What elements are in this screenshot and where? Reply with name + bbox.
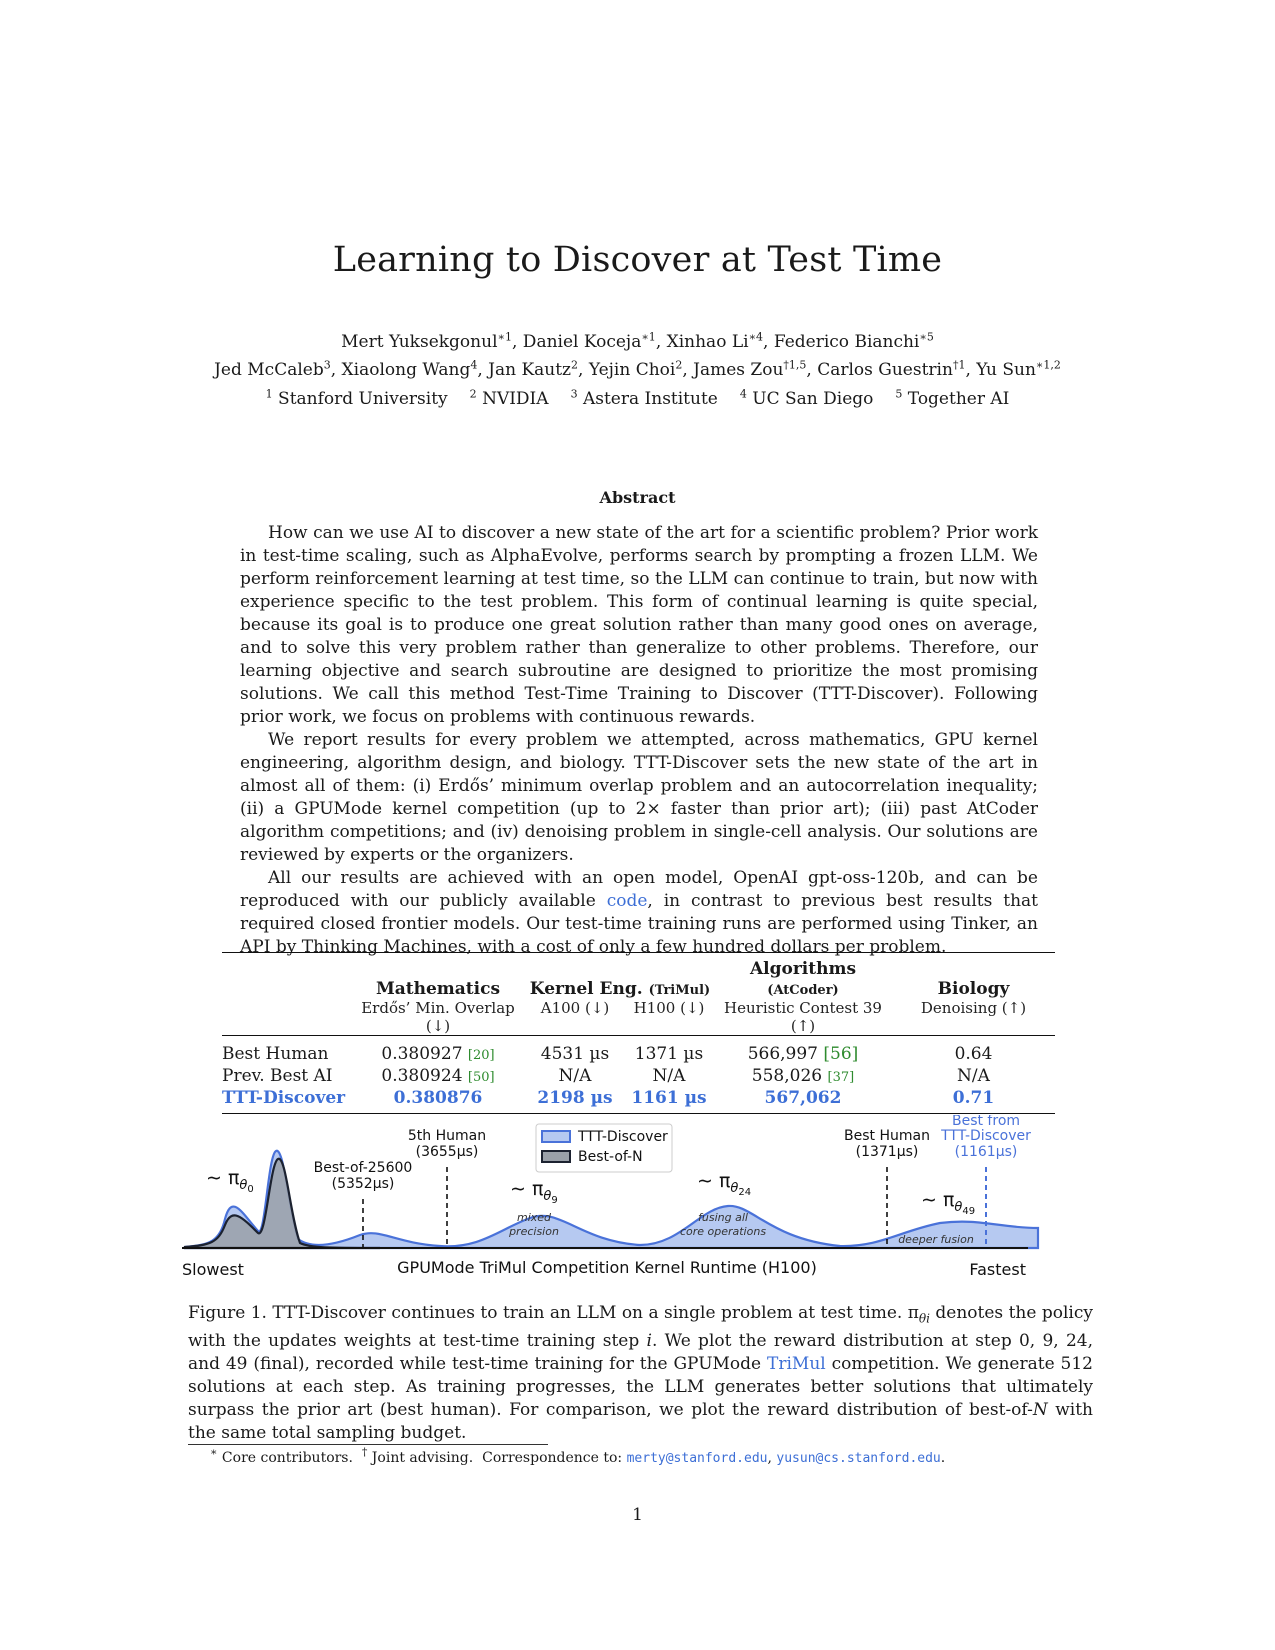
legend-label: Best-of-N [578,1149,643,1165]
policy-label [206,1167,254,1195]
x-axis-label: GPUMode TriMul Competition Kernel Runtime (H100) [397,1258,817,1277]
abstract-paragraph: We report results for every problem we attempted, across mathematics, GPU kernel engineering, algorithm design, and biology. TTT-Discover sets the new state of the art in almost all of them: (i) Erdős’ minimum overlap problem and an autocorrelation inequality; (ii) a GPUMode kernel competition (up to 2× faster than prior art); (iii) past AtCoder algorithm competitions; and (iv) denoising problem in single-cell analysis. Our solutions are reviewed by experts or the organizers. [240,730,1038,865]
table-row: Best Human 0.380927 [20] 4531 µs 1371 µs 566,997 [56] 0.64 [222,1044,993,1064]
citation[interactable]: [50] [467,1070,495,1085]
author: Jed McCaleb$^3$ [214,358,331,380]
table-subheader [222,999,1055,1036]
policy-label [510,1178,558,1206]
group-header: Mathematics [350,953,526,1000]
marker-label: (1371µs) [855,1144,919,1160]
subheader: A100 (↓) [526,999,624,1036]
abstract-body [240,522,1038,959]
affiliation: $^4$ UC San Diego [739,387,874,409]
table-group-header [222,953,1055,1000]
marker-label: Best from [951,1115,1021,1129]
axis-end-right: Fastest [969,1260,1026,1279]
table-row: TTT-Discover 0.380876 2198 µs 1161 µs 567,062 0.71 [222,1087,1055,1114]
author-line-1 [0,332,1275,352]
svg-text:∼ πθ49: ∼ $\pi_\theta 49$ [921,1189,976,1217]
author-line-2 [0,360,1275,380]
page-number: 1 [632,1505,643,1525]
group-header: Biology [892,953,1055,1000]
footnote-rule [188,1444,548,1445]
affiliation: $^3$ Astera Institute [570,387,718,409]
marker-label: (1161µs) [954,1144,1018,1160]
svg-text:∼ πθ24: ∼ $\pi_\theta 24$ [697,1170,752,1198]
author: , Jan Kautz$^2$ [477,358,579,380]
table-row: Prev. Best AI 0.380924 [50] N/A N/A 558,026 [37] N/A [222,1066,990,1086]
author: , Xiaolong Wang$^4$ [330,358,478,380]
group-header: Kernel Eng. (TriMul) [526,953,714,1000]
svg-text:∼ πθ0: ∼ $\pi_\theta 0$ [206,1167,254,1195]
legend [536,1124,672,1172]
subheader: Heuristic Contest 39 (↑) [714,999,892,1036]
marker-label: (3655µs) [415,1144,479,1160]
legend-label: TTT-Discover [578,1129,668,1145]
affiliation: $^5$ Together AI [895,387,1010,409]
subheader: H100 (↓) [624,999,714,1036]
author: , Yu Sun$^{∗1,2}$ [965,358,1061,380]
bump-note: mixed [516,1211,552,1224]
abstract-paragraph: How can we use AI to discover a new state of the art for a scientific problem? Prior work in test-time scaling, such as AlphaEvolve, performs search by prompting a frozen LLM. We perform reinforcement learning at test time, so the LLM can continue to train, but now with experience specific to the test problem. This form of continual learning is quite special, because its goal is to produce one great solution rather than many good ones on average, and to solve this very problem rather than generalize to other problems. Therefore, our learning objective and search subroutine are designed to prioritize the most promising solutions. We call this method Test-Time Training to Discover (TTT-Discover). Following prior work, we focus on problems with continuous rewards. [240,523,1038,727]
figure-caption: Figure 1. TTT-Discover continues to train an LLM on a single problem at test time. $\pi_{\theta i}$ denotes the policy with the updates weights at test-time training step i. We plot the reward distribution at step 0, 9, 24, and 49 (final), recorded while test-time training for the GPUMode TriMul competition. We generate 512 solutions at each step. As training progresses, the LLM generates better solutions that ultimately surpass the prior art (best human). For comparison, we plot the reward distribution of best-of-N with the same total sampling budget. [188,1303,1093,1444]
code-link[interactable]: code [606,891,648,911]
results-table [222,952,1055,1114]
axis-end-left: Slowest [182,1260,244,1279]
author: , Federico Bianchi$^{∗5}$ [763,330,934,352]
policy-label [921,1189,975,1217]
marker-label: 5th Human [407,1128,487,1144]
marker-label: (5352µs) [331,1176,395,1192]
author: , Carlos Guestrin$^{\dagger 1}$ [806,358,966,380]
author: , Xinhao $Li^{∗4}$ [655,330,764,352]
abstract-paragraph: All our results are achieved with an open model, OpenAI gpt-oss-120b, and can be reproduced with our publicly available code, in contrast to previous best results that required closed frontier models. Our test-time training runs are performed using Tinker, an API by Thinking Machines, with a cost of only a few hundred dollars per problem. [240,868,1038,957]
author: , James Zou$^{\dagger 1,5}$ [682,358,807,380]
affiliation: $^2$ NVIDIA [469,387,549,409]
runtime-distribution-figure [180,1115,1100,1285]
marker-label: TTT-Discover [941,1128,1031,1144]
svg-text:∼ πθ9: ∼ $\pi_\theta 9$ [510,1178,558,1206]
author: , Daniel Koceja$^{∗1}$ [512,330,656,352]
bump-note: core operations [679,1225,767,1238]
paper-title: Learning to Discover at Test Time [332,240,943,280]
bump-note: deeper fusion [898,1233,974,1246]
citation[interactable]: [37] [827,1070,855,1085]
abstract-heading: Abstract [599,488,676,507]
email-link[interactable]: yusun@cs.stanford.edu [776,1451,941,1466]
subheader: Denoising (↑) [892,999,1055,1036]
citation[interactable]: [20] [467,1048,495,1063]
marker-label: Best-of-25600 [313,1160,413,1176]
legend-swatch-best-of-n [542,1151,570,1162]
trimul-link[interactable]: TriMul [767,1354,826,1375]
bump-note: precision [509,1225,559,1238]
group-header: Algorithms (AtCoder) [714,953,892,1000]
citation[interactable]: [56] [823,1044,859,1064]
subheader: Erdős’ Min. Overlap (↓) [350,999,526,1036]
bump-note: fusing all [698,1211,748,1224]
legend-swatch-ttt [542,1131,570,1142]
marker-label: Best Human [844,1128,930,1144]
footnote: ∗ Core contributors. † Joint advising. Correspondence to: merty@stanford.edu, yusun@cs.stanford.edu. [210,1445,946,1466]
policy-label [697,1170,751,1198]
affiliations [0,389,1275,409]
email-link[interactable]: merty@stanford.edu [626,1451,768,1466]
affiliation: $^1$ Stanford University [265,387,448,409]
author: , Yejin Choi$^2$ [578,358,683,380]
author: Mert Yuksekgonul$^{∗1}$ [341,330,512,352]
